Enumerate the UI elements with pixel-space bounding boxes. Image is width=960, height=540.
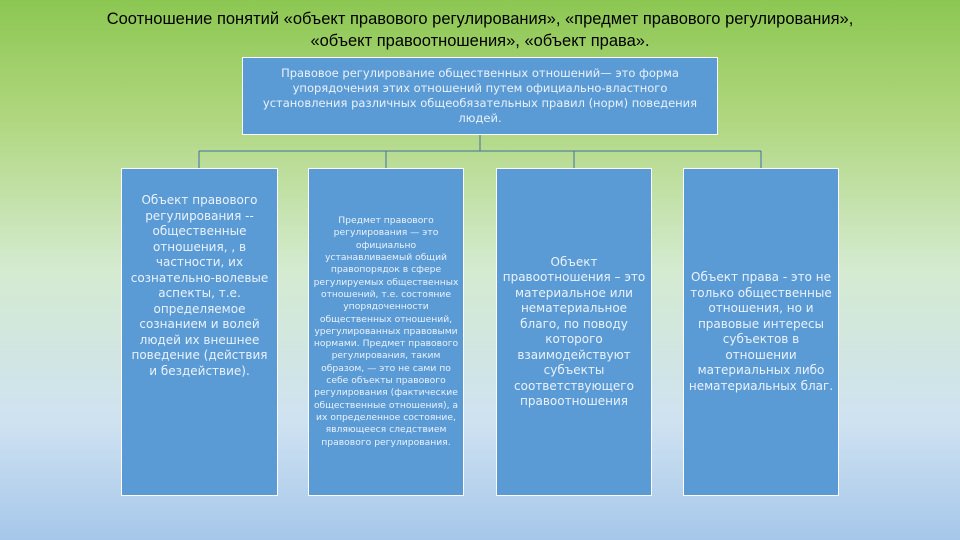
root-box-text: Правовое регулирование общественных отношений— это форма упорядочения этих отношений путем официально-властного установления различных общеобязательных правил (норм) поведения людей.	[262, 66, 698, 125]
page-title: Соотношение понятий «объект правового регулирования», «предмет правового регулирования», «объект правоотношения», «объект права».	[106, 10, 854, 50]
box-subject-of-regulation-text: Предмет правового регулирования — это официально устанавливаемый общий правопорядок в сфере регулируемых общественных отношений, т.е. состояние упорядоченности общественных отношений, урегулированных правовыми нормами. Предмет правового регулирования, таким образом, — это не сами по себе объекты правового регулирования (фактические общественные отношения), а их определенное состояние, являющееся следствием правового регулирования.	[313, 215, 459, 448]
box-object-of-legal-relation	[496, 168, 652, 496]
root-box-legal-regulation	[242, 57, 718, 135]
box-object-of-law-text: Объект права - это не только общественные отношения, но и правовые интересы субъектов в отношении материальных либо нематериальных благ.	[688, 270, 834, 393]
box-subject-of-regulation	[308, 168, 464, 496]
box-object-of-law	[683, 168, 839, 496]
box-object-of-regulation-text: Объект правового регулирования -- общественные отношения, , в частности, их сознательно-волевые аспекты, т.е. определяемое сознанием и волей людей их внешнее поведение (действия и бездействие).	[130, 193, 269, 378]
box-object-of-regulation	[121, 168, 278, 496]
box-object-of-legal-relation-text: Объект правоотношения – это материальное или нематериальное благо, по поводу которого взаимодействуют субъекты соответствующего правоотношения	[502, 254, 646, 408]
